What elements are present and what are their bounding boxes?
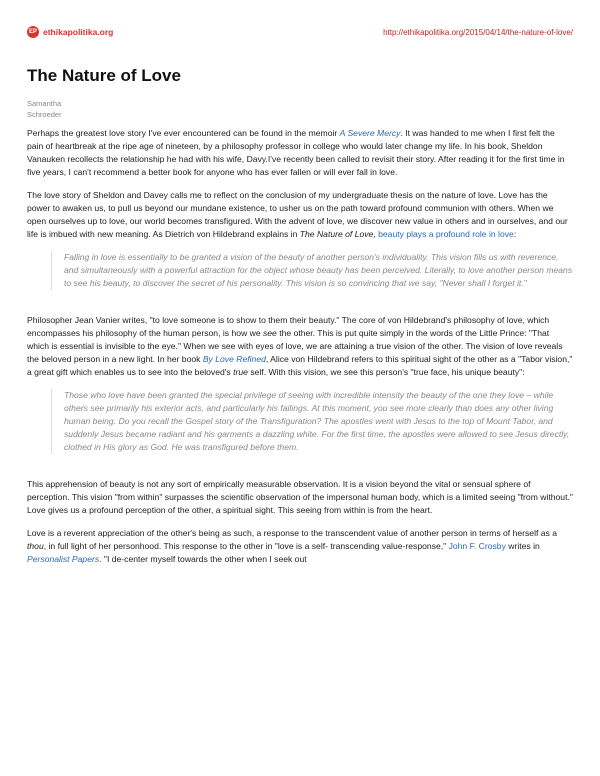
article-author: [27, 98, 87, 120]
article-body: [27, 127, 573, 576]
paragraph-3: Philosopher Jean Vanier writes, "to love someone is to show to them their beauty." The core of von Hildebrand's philosophy of love, which encompasses his philosophy of the human person, is how we see the other. This is put quite simply in the words of the Little Prince: "That which is essential is invisible to the eye." When we see with eyes of love, we are attaining a true vision of the other. The vision of love reveals the beloved person in a new light. In her book By Love Refined, Alice von Hildebrand refers to this spiritual sight of the other as a "Tabor vision," a great gift which enables us to see into the beloved's true self. With this vision, we see this person's "true face, his unique beauty":: [27, 315, 573, 377]
author-first-name: Samantha: [27, 99, 62, 108]
link-personalist-papers[interactable]: Personalist Papers: [27, 554, 100, 564]
paragraph-1: Perhaps the greatest love story I've ever encountered can be found in the memoir A Severe Mercy. It was handed to me when I first felt the pain of heartbreak at the ripe age of nineteen, by a philosophy professor in college who would later change my life. In his book, Sheldon Vanauken recollects the relationship he had with his wife, Davy.I've recently been called to revisit their story. After reading it for the first time in five years, I can't recommend a better book for anyone who has ever fallen or will ever fall in love.: [27, 128, 565, 177]
paragraph-4: This apprehension of beauty is not any sort of empirically measurable observation. It is a vision beyond the vital or sensual sphere of perception. This vision "from within" surpasses the scientific observation of the impersonal human body, which is a limited seeing "from without." Love gives us a profound perception of the other, a spiritual sight. This seeing from within is from the heart.: [27, 479, 573, 515]
link-beauty-plays-role[interactable]: beauty plays a profound role in love: [378, 229, 514, 239]
page-url[interactable]: http://ethikapolitika.org/2015/04/14/the-nature-of-love/: [383, 28, 573, 37]
link-john-f-crosby[interactable]: John F. Crosby: [448, 541, 506, 551]
ethikapolitika-logo-icon: EP: [27, 26, 39, 38]
paragraph-5: Love is a reverent appreciation of the other's being as such, a response to the transcendent value of another person in terms of herself as a thou, in full light of her personhood. This response to the other in "love is a self- transcending value-response," John F. Crosby writes in Personalist Papers. "I de-center myself towards the other when I seek out: [27, 528, 557, 564]
link-a-severe-mercy[interactable]: A Severe Mercy: [339, 128, 401, 138]
site-name[interactable]: ethikapolitika.org: [43, 27, 114, 37]
book-title-nature-of-love: The Nature of Love: [299, 229, 374, 239]
article-title: The Nature of Love: [27, 66, 181, 85]
site-logo[interactable]: [27, 26, 113, 38]
link-by-love-refined[interactable]: By Love Refined: [202, 354, 266, 364]
blockquote-1: Falling in love is essentially to be granted a vision of the beauty of another person's individuality. This vision fills us with reverence, and simultaneously with a powerful attraction for the object whose beauty has been perceived. Literally, to love another person means to see his beauty, to discover the secret of his personality. This vision is so convincing that we say, "Never shall I forget it.": [51, 251, 573, 290]
author-last-name: Schroeder: [27, 110, 62, 119]
blockquote-2: Those who love have been granted the special privilege of seeing with incredible intensity the beauty of the one they love – while others see primarily his exterior acts, and particularly his failings. At this moment, you see more clearly than does any other living human being. Do you recall the Gospel story of the Transfiguration? The apostles went with Jesus to the top of Mount Tabor, and suddenly Jesus became radiant and his garments a dazzling white. For the first time, the apostles were allowed to see Jesus directly, clothed in His glory as God. He was transfigured before them.: [51, 389, 573, 454]
paragraph-2: The love story of Sheldon and Davey calls me to reflect on the conclusion of my undergraduate thesis on the nature of love. Love has the power to awaken us, to pull us beyond our mundane existence, to usher us on the path toward profound communion with others. When we open ourselves up to love, our world becomes transfigured. With the advent of love, we discover new value in others and in ourselves, and our life is imbued with new meaning. As Dietrich von Hildebrand explains in The Nature of Love, beauty plays a profound role in love:: [27, 190, 568, 239]
page-header: [27, 26, 573, 42]
